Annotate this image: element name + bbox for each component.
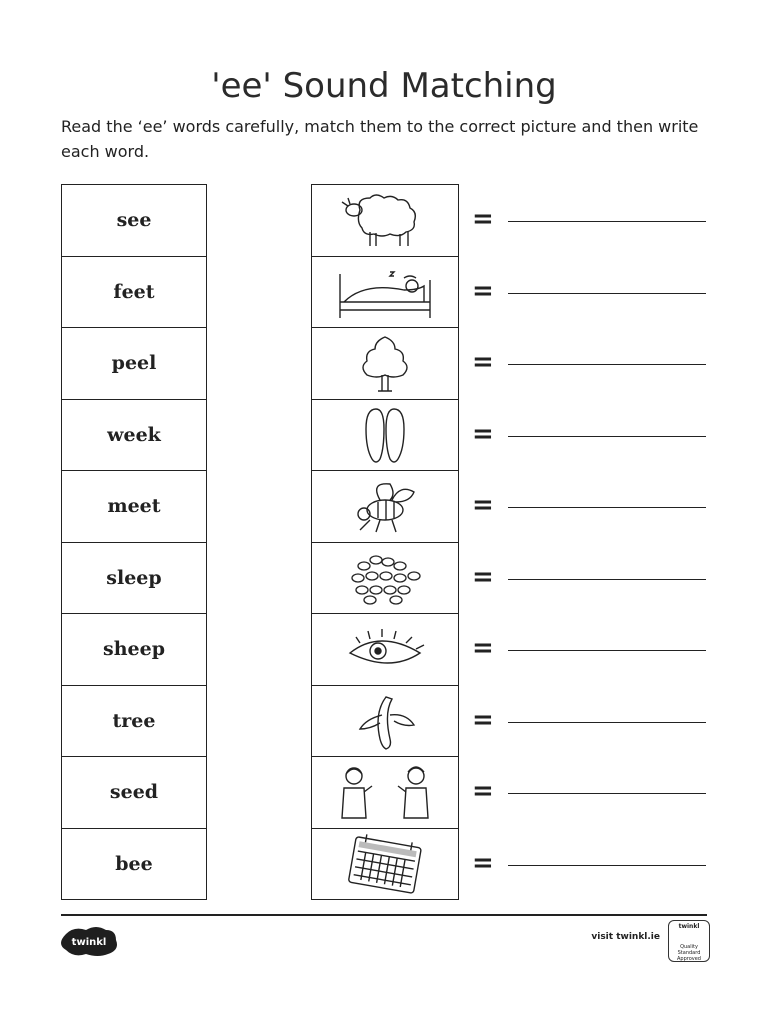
peeled-banana-icon [330,689,440,753]
word-label: sleep [106,566,162,589]
answer-write-line[interactable] [508,436,706,437]
word-label: seed [109,781,159,804]
picture-cell [312,328,458,400]
answer-write-line[interactable] [508,650,706,651]
word-label: peel [111,352,157,375]
words-column [61,184,207,900]
picture-cell [312,400,458,472]
answer-write-line[interactable] [508,793,706,794]
equals-sign: = [472,275,494,306]
answer-write-line[interactable] [508,865,706,866]
picture-cell [312,686,458,758]
equals-sign: = [472,633,494,663]
pictures-column [311,184,459,900]
answer-row [470,613,710,685]
eye-icon [330,617,440,681]
answer-row [470,399,710,471]
word-label: feet [113,280,155,303]
picture-cell [312,829,458,900]
visit-link[interactable]: visit twinkl.ie [591,932,660,942]
word-cell [62,185,206,257]
picture-cell [312,185,458,257]
answer-row [470,828,710,900]
word-label: week [107,423,161,446]
word-cell [62,829,206,900]
seeds-icon [330,546,440,610]
page-title: 'ee' Sound Matching [211,66,557,106]
answer-row [470,256,710,328]
picture-cell [312,471,458,543]
word-cell [62,543,206,615]
equals-sign: = [472,490,494,520]
word-cell [62,257,206,329]
word-cell [62,614,206,686]
footer-divider [61,914,707,916]
word-cell [62,757,206,829]
tree-icon [330,331,440,395]
equals-sign: = [472,776,494,806]
answer-write-line[interactable] [508,507,706,508]
sheep-icon [330,188,440,252]
equals-sign: = [472,418,494,449]
twinkl-logo [60,926,118,956]
sleeping-in-bed-icon [330,260,440,324]
answer-write-line[interactable] [508,579,706,580]
word-cell [62,686,206,758]
badge-text: Quality Standard Approved [677,944,701,962]
answer-row [470,685,710,757]
two-children-meeting-icon [330,760,440,824]
picture-cell [312,257,458,329]
answer-row [470,327,710,399]
word-label: sheep [103,638,165,661]
picture-cell [312,543,458,615]
equals-sign: = [472,561,494,592]
answer-write-line[interactable] [508,722,706,723]
word-label: see [116,209,152,232]
feet-icon [330,403,440,467]
logo-text: twinkl [71,937,107,948]
answer-row [470,542,710,614]
badge-title: twinkl [678,923,700,930]
word-label: bee [115,852,153,875]
equals-sign: = [472,847,494,878]
picture-cell [312,614,458,686]
equals-sign: = [472,704,494,735]
bee-icon [330,474,440,538]
answer-row [470,470,710,542]
word-cell [62,328,206,400]
answers-column [470,184,710,899]
calendar-week-icon [330,832,440,896]
word-cell [62,400,206,472]
picture-cell [312,757,458,829]
equals-sign: = [472,347,494,377]
answer-row [470,184,710,256]
word-cell [62,471,206,543]
answer-write-line[interactable] [508,364,706,365]
answer-write-line[interactable] [508,293,706,294]
answer-row [470,756,710,828]
quality-badge [668,920,710,962]
equals-sign: = [472,204,494,234]
word-label: meet [107,495,161,518]
instructions: Read the ‘ee’ words carefully, match them to the correct picture and then write each word. [61,117,699,161]
word-label: tree [112,709,156,732]
answer-write-line[interactable] [508,221,706,222]
